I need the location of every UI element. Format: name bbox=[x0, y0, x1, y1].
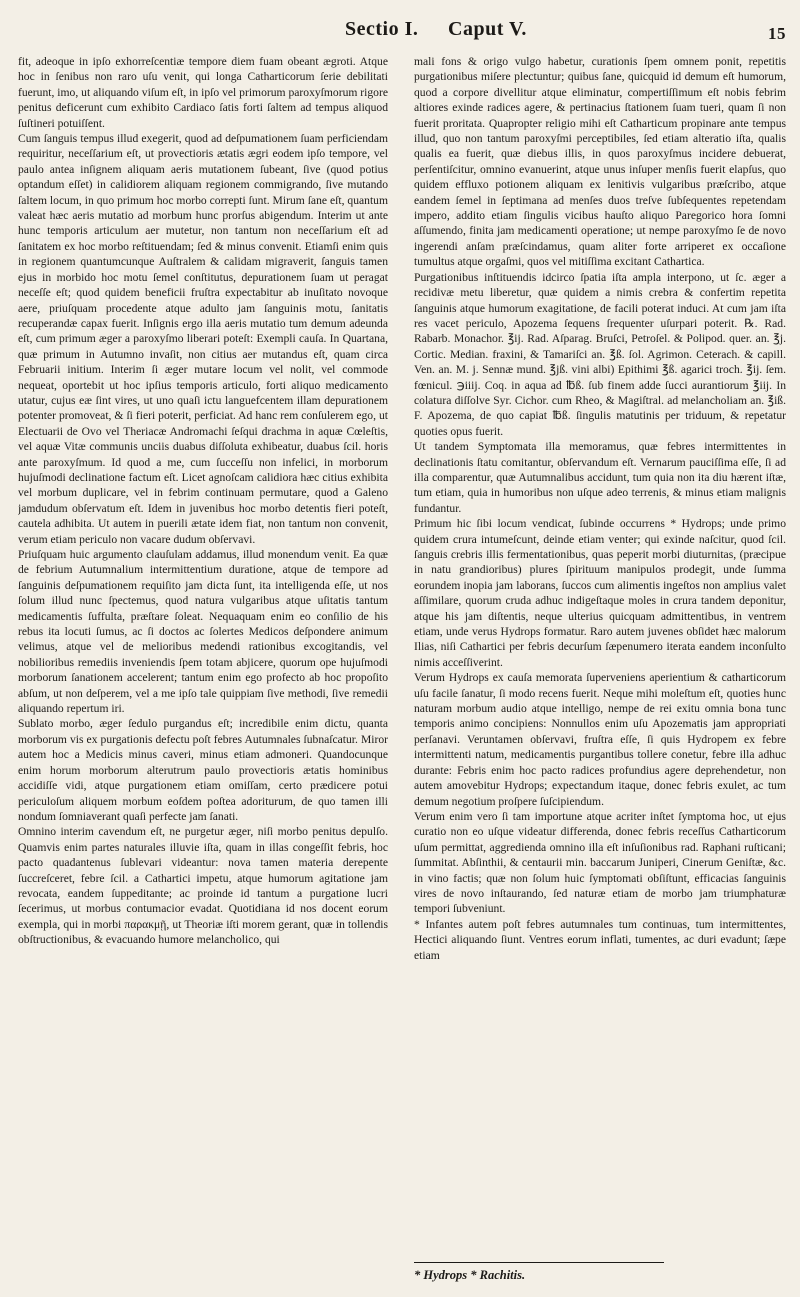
left-column-text: fit, adeoque in ipſo exhorreſcentiæ tempore diem fuam obeant ægroti. Atque hoc in ſenibus non raro uſu venit, qui longa Catharticorum ſerie debilitati fuerunt, imo, ut aliquando viſum eſt, in ipſo vel primorum paroxyſmorum rigore penitus deficerunt cum exhibito Cardiaco ſatis forti ſaltem ad tempus aliquod ſuſtineri potuiſſent. Cum ſanguis tempus illud exegerit, quod ad deſpumationem ſuam perficiendam requiritur, neceſſarium eſt, ut provectioris ætatis ægri eodem ipſo tempore, vel paulo antea inſignem aliquam aeris mutationem ſubeant, ſive (quod potius optandum eſſet) in calidiorem aliquam regionem commigrando, ſive mutando ſaltem locum, in quo primum hoc morbo correpti ſunt. Mirum ſane eſt, quantum valeat hæc aeris mutatio ad morbum hunc prorſus abigendum. Interim ut ante hunc temporis articulum aer mutetur, non tantum non neceſſarium eſt ad ſanitatem ex hoc morbo reſtituendam; ſed & minus convenit. Etiamſi enim quis in regionem quantumcunque Auſtralem & calidam migraverit, ſanguis tamen ejus in morbido hoc motu ſemel conſtitutus, depurationem ſuam ut peragat neceſſe eſt; quod quidem beneficii fruſtra expectabitur ab inuſitato novoque aere, priuſquam procedente atque adulto jam ſanguinis motu, ſanitatis recuperandæ capax fuerit. Inſignis ergo illa aeris mutatio tum demum adeunda eſt, cum primum æger a paroxyſmo liberari poteſt: Exempli cauſa. In Quartana, quæ primum in Autumno invaſit, non citius aer mutandus eſt, quam circa Februarii initium. Interim ſi æger mutare locum vel nolit, vel commode nequeat, oportebit ut hoc ipſius temporis articulo, forti aliquo medicamento utatur, cujus eæ ſint vires, ut uno quaſi ictu languefcentem illam depurationem potenter promoveat, & ſi fieri poterit, perficiat. Ad hanc rem conſulerem ego, ut Electuarii de Ovo vel Theriacæ Andromachi ſeſqui drachma in aquæ Cœleſtis, vel aquæ Vitæ communis unciis duabus diſſoluta exhibeatur, duabus ſcil. horis ante paroxyſmum. Id quod a me, cum ſucceſſu non infelici, in morborum hujuſmodi declinatione factum eſt. Licet agnoſcam calidiora hæc citius exhibita vel morbum duplicare, vel in febrim continuam permutare, quod a Galeno jamdudum obſervatum eſt. Idem in juvenibus hoc morbo detentis fieri poteſt, cautela adhibita. Ut autem in puerili ætate idem fiat, non tantum non convenit, verum etiam periculo non vacare dudum obſervavi. Priuſquam huic argumento clauſulam addamus, illud monendum venit. Ea quæ de febrium Autumnalium intermittentium duratione, atque de tempore ad ſanguinis deſpumationem requiſito jam dicta ſunt, ita intelligenda eſſe, ut nos ſolum illud nunc ſpectemus, quod natura vulgaribus atque uſitatis tantum medicamentis ſuffulta, præſtare ſoleat. Nequaquam enim eo conſilio de his rebus ita locuti ſumus, ac ſi doctos ac ſolertes Medicos deſpondere animum velimus, atque vel de melioribus medendi rationibus excogitandis, vel nobilioribus remediis inveniendis ſpem totam abjicere, quorum ope hujuſmodi morborum ſanationem accelerent; tantum enim ego profecto ab hoc propoſito abſum, ut non deſperem, vel a me ipſo tale quippiam ſive methodi, ſive remedii aliquando repertum iri. Sublato morbo, æger ſedulo purgandus eſt; incredibile enim dictu, quanta morborum vis ex purgationis defectu poſt febres Autumnales ſubnaſcatur. Miror autem hoc a Medicis minus caveri, minus etiam admoneri. Quandocunque enim horum morborum alterutrum paulo provectioris ætatis hominibus accidiſſe vidi, atque purgationem etiam omiſſam, certo prædicere potui periculoſum aliquem morbum eoſdem poſtea adoriturum, de quo tamen illi nondum ſomniaverant quaſi perfecte jam ſanati. Omnino interim cavendum eſt, ne purgetur æger, niſi morbo penitus depulſo. Quamvis enim partes naturales illuvie iſta, quam in illas congeſſit febris, hoc pacto quadantenus ſublevari videantur: nova tamen materia derepente ſuccreſceret, febre ſcil. a Cathartici impetu, atque humorum agitatione jam revocata, eandem ſuppeditante; ac proinde id tantum a purgatione lucri ſecerimus, ut morbus contumacior evadat. Quotidiana id nos docent eorum exempla, qui in morbi παρακμῇ, ut Theoriæ iſti morem gerant, quæ in tollendis obſtructionibus, & evacuando humore melancholico, qui bbox=[18, 55, 388, 947]
section-heading: Sectio I. bbox=[345, 18, 419, 40]
chapter-heading: Caput V. bbox=[448, 18, 527, 40]
footnote: * Hydrops * Rachitis. bbox=[414, 1268, 526, 1282]
right-column-text: mali fons & origo vulgo habetur, curationis ſpem omnem ponit, repetitis purgationibus miſere plectuntur; quibus ſane, quicquid id demum eſt humorum, quod a corpore divellitur atque eliminatur, compertiſſimum eſt nobis febrim altiores exinde radices agere, & pertinacius ſtationem ſuam tueri, quam ſi non fuerit proritata. Quapropter religio mihi eſt Catharticum propinare ante tempus illud, quo non tantum paroxyſmi perceptibiles, ſed etiam alteratio iſta, qualis qualis ea fuerit, quæ diebus illis, in quos paroxyſmus incidere debuerat, perſentiſcitur, omnino evanuerint, atque unus inſuper menſis fuerit elapſus, quo quidem effluxo potionem aliquam ex lenitivis vulgaribus præſcribo, atque eandem ſemel in ſeptimana ad menſes duos treſve ſubſequentes repetendam impero, addito etiam ſingulis vicibus hauſto aliquo Paregorico hora ſomni aſſumendo, finita jam medicamenti operatione; ut nempe paroxyſmo ſe de novo ingerendi anſam præſcindamus, quam aliter forte arriperet ex occaſione tumultus atque orgaſmi, quos vel mitiſſima excitant Cathartica. Purgationibus inſtituendis idcirco ſpatia iſta ampla interpono, ut ſc. æger a recidivæ metu liberetur, quæ quidem a nimis crebra & confertim repetita ſanguinis atque humorum exagitatione, de facili poterat induci. At cum jam iſta res vacet periculo, Apozema ſequens ſrequenter uſurpari poterit. ℞. Rad. Rabarb. Monachor. ℥ij. Rad. Aſparag. Bruſci, Petroſel. & Polipod. quer. an. ℥j. Cortic. Median. fraxini, & Tamariſci an. ℥ß. ſol. Agrimon. Ceterach. & capill. Ven. an. M. j. Sennæ mund. ℥jß. vini albi) Epithimi ℥ß. agarici troch. ℥ij. ſem. fœnicul. ℈iiij. Coq. in aqua ad ℔ß. ſub finem adde ſucci aurantiorum ℥iij. In colatura diſſolve Syr. Cichor. cum Rheo, & Magiſtral. ad melancholiam an. ℥iß. F. Apozema, de quo capiat ℔ß. ſingulis matutinis per triduum, & repetatur quoties opus fuerit. Ut tandem Symptomata illa memoramus, quæ febres intermittentes in declinationis ſtatu comitantur, obſervandum eſt. Vernarum pauciſſima eſſe, ſi ad illa comparentur, quæ Autumnalibus accidunt, tum quia non ita diu hærent iſtæ, tum etiam, quia in humoribus non uſque adeo terrenis, & minus etiam malignis fundantur. Primum hic ſibi locum vendicat, ſubinde occurrens * Hydrops; unde primo quidem crura intumeſcunt, deinde etiam venter; qui exinde naſcitur, quod ſcil. ſanguis crebris illis fermentationibus, quas peperit morbi diuturnitas, (præcipue in natu grandioribus) plures ſpirituum manipulos prodegit, unde ſumma eorundem inopia jam laborans, ſuccos cum alimentis ingeſtos non amplius valet aſſimilare, quorum cruda adhuc indigeſtaque moles in crura tandem deponitur, atque his jam diſtentis, neque ulterius quicquam admittentibus, in ventrem etiam, unde verus Hydrops formatur. Raro autem juvenes obſidet hæc malorum Ilias, niſi Cathartici per febris decurſum ſæpenumero iterata eandem inconſulto nimis acceſſiverint. Verum Hydrops ex cauſa memorata ſuperveniens aperientium & catharticorum uſu facile ſanatur, ſi modo recens fuerit. Neque mihi moleſtum eſt, quoties hunc naturam morbum audio atque intelligo, nempe de rei exitu omnia bona tunc temporis animo concipiens: Nonnullos enim uſu Apozematis jam appropriati perſanavi. Veruntamen obſervavi, fruſtra eſſe, ſi quis Hydropem ex febre intermittenti natum, medicamentis purgantibus tollere conetur, febre illa adhuc durante: Febris enim hoc pacto radices profundius agere deprehendetur, non autem amovebitur Hydrops; expectandum itaque, donec febris exulet, ac tum demum negotium proſpere ſuſcipiendum. Verum enim vero ſi tam importune atque acriter inſtet ſymptoma hoc, ut ejus curatio non eo uſque videatur differenda, donec febris receſſus Catharticorum uſum permittat, aggredienda omnino illa eſt inſuſionibus rad. Raphani ruſticani; ſummitat. Abſinthii, & centaurii min. baccarum Juniperi, Cinerum Geniſtæ, &c. in vino factis; quæ non ſolum huic ſymptomati obſiſtunt, efficacias ſanguinis vires de novo inſtaurando, ſed naturæ etiam de morbo jam triumphaturæ tempori ſubveniunt. * Infantes autem poſt febres autumnales tum continuas, tum intermittentes, Hectici aliquando ſiunt. Ventres eorum inflati, tumentes, ac duri evadunt; ſæpe etiam bbox=[414, 55, 786, 962]
footnote-divider bbox=[414, 1262, 664, 1263]
running-header bbox=[20, 14, 786, 54]
page-number: 15 bbox=[768, 24, 786, 43]
